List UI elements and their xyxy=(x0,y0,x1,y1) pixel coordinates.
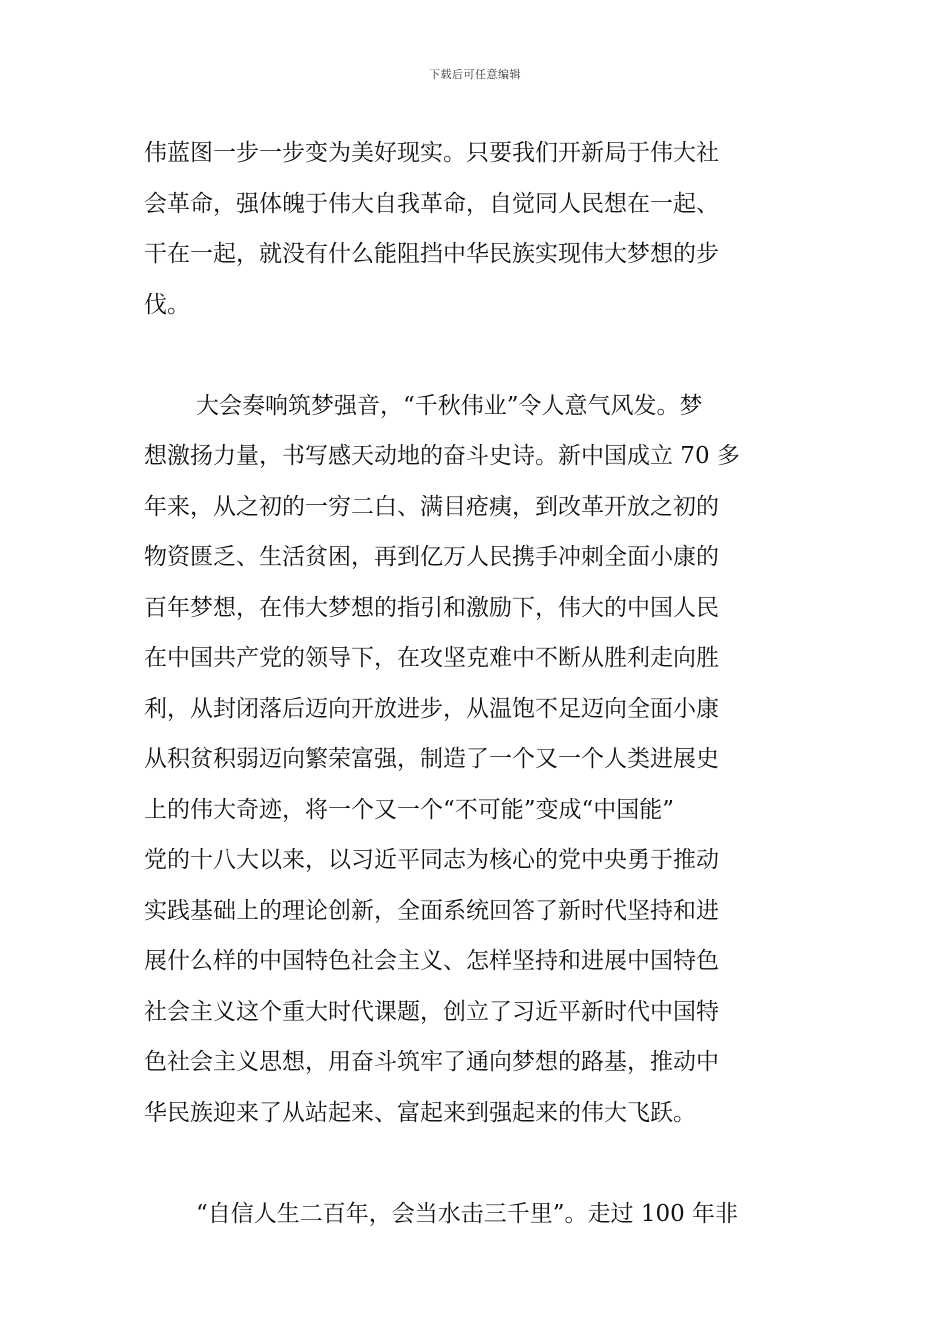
text-line: 会革命，强体魄于伟大自我革命，自觉同人民想在一起、 xyxy=(144,190,719,217)
paragraph-spacer xyxy=(144,330,810,381)
paragraph-1 xyxy=(144,128,810,330)
text-line: 年来，从之初的一穷二白、满目疮痍，到改革开放之初的 xyxy=(144,493,719,520)
text-line: 大会奏响筑梦强音，“千秋伟业”令人意气风发。梦 xyxy=(196,392,703,419)
paragraph-2 xyxy=(144,381,810,1139)
text-line: 党的十八大以来，以习近平同志为核心的党中央勇于推动 xyxy=(144,847,719,873)
document-body xyxy=(144,128,810,1239)
text-line: 伐。 xyxy=(144,291,190,318)
page-header: 下载后可任意编辑 xyxy=(429,68,521,81)
text-line: 从积贫积弱迈向繁荣富强，制造了一个又一个人类进展史 xyxy=(144,746,719,772)
text-line: 上的伟大奇迹，将一个又一个“不可能”变成“中国能” xyxy=(144,796,675,823)
text-line: 在中国共产党的领导下，在攻坚克难中不断从胜利走向胜 xyxy=(144,645,719,671)
text-line: 展什么样的中国特色社会主义、怎样坚持和进展中国特色 xyxy=(144,948,719,974)
text-line: 色社会主义思想，用奋斗筑牢了通向梦想的路基，推动中 xyxy=(144,1049,719,1075)
text-line: 百年梦想，在伟大梦想的指引和激励下，伟大的中国人民 xyxy=(144,594,719,621)
paragraph-3 xyxy=(144,1189,810,1240)
text-line: 伟蓝图一步一步变为美好现实。只要我们开新局于伟大社 xyxy=(144,140,719,166)
text-line: 实践基础上的理论创新，全面系统回答了新时代坚持和进 xyxy=(144,897,719,924)
text-line: 想激扬力量，书写感天动地的奋斗史诗。新中国成立 70 多 xyxy=(144,443,740,469)
text-line: 社会主义这个重大时代课题，创立了习近平新时代中国特 xyxy=(144,998,719,1025)
text-line: “自信人生二百年，会当水击三千里”。走过 100 年非 xyxy=(196,1200,739,1227)
text-line: 利，从封闭落后迈向开放进步，从温饱不足迈向全面小康 xyxy=(144,695,719,722)
text-line: 物资匮乏、生活贫困，再到亿万人民携手冲刺全面小康的 xyxy=(144,544,719,570)
paragraph-spacer xyxy=(144,1138,810,1189)
text-line: 华民族迎来了从站起来、富起来到强起来的伟大飞跃。 xyxy=(144,1099,696,1126)
text-line: 干在一起，就没有什么能阻挡中华民族实现伟大梦想的步 xyxy=(144,241,719,267)
